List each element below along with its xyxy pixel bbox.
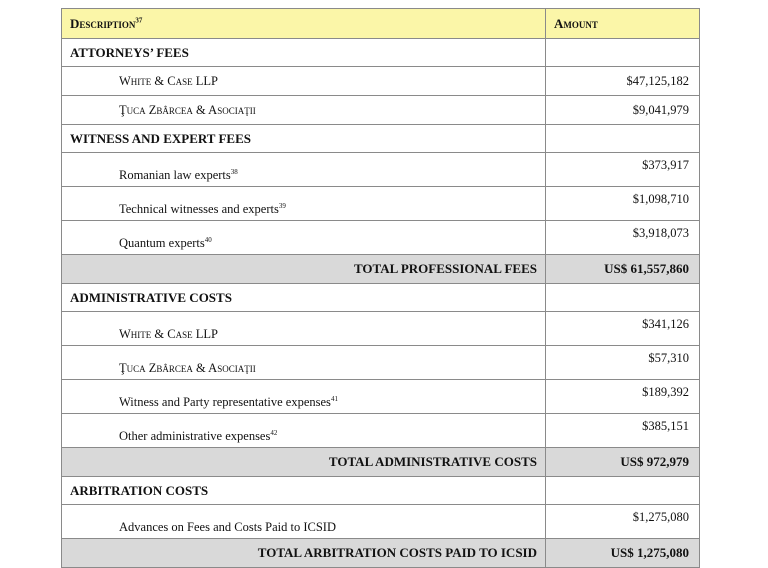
section-title: WITNESS AND EXPERT FEES <box>62 125 546 153</box>
row-amount: $373,917 <box>546 153 700 187</box>
table-header-row <box>62 9 700 39</box>
table-row <box>62 221 700 255</box>
footnote-ref: 38 <box>230 167 238 176</box>
table-row <box>62 505 700 539</box>
total-amount: US$ 1,275,080 <box>546 539 700 568</box>
row-amount: $1,098,710 <box>546 187 700 221</box>
footnote-ref: 42 <box>270 428 278 437</box>
total-label: TOTAL ADMINISTRATIVE COSTS <box>62 448 546 477</box>
row-label: Witness and Party representative expenses$^{41}$ <box>62 380 546 414</box>
total-amount: US$ 61,557,860 <box>546 255 700 284</box>
total-row-professional-fees <box>62 255 700 284</box>
row-label: Ţuca Zbârcea & Asociaţii <box>62 346 546 380</box>
row-label: Other administrative expenses$^{42}$ <box>62 414 546 448</box>
total-row-administrative-costs <box>62 448 700 477</box>
table-row <box>62 96 700 125</box>
row-label: White & Case LLP <box>62 312 546 346</box>
row-amount: $1,275,080 <box>546 505 700 539</box>
footnote-ref: 39 <box>278 201 286 210</box>
table-row <box>62 346 700 380</box>
total-label: TOTAL ARBITRATION COSTS PAID TO ICSID <box>62 539 546 568</box>
row-amount: $341,126 <box>546 312 700 346</box>
row-amount: $47,125,182 <box>546 67 700 96</box>
row-label: Technical witnesses and experts$^{39}$ <box>62 187 546 221</box>
row-amount: $3,918,073 <box>546 221 700 255</box>
table-row <box>62 380 700 414</box>
table-row <box>62 153 700 187</box>
row-label: Advances on Fees and Costs Paid to ICSID <box>62 505 546 539</box>
table-row <box>62 312 700 346</box>
row-amount: $57,310 <box>546 346 700 380</box>
table-row <box>62 414 700 448</box>
footnote-ref: 40 <box>204 235 212 244</box>
description-header: Description$^{37}$ <box>62 9 546 39</box>
section-row-administrative-costs <box>62 284 700 312</box>
footnote-ref: 37 <box>135 16 143 25</box>
row-amount: $9,041,979 <box>546 96 700 125</box>
table-row <box>62 67 700 96</box>
row-label: White & Case LLP <box>62 67 546 96</box>
total-amount: US$ 972,979 <box>546 448 700 477</box>
section-row-attorneys-fees <box>62 39 700 67</box>
section-row-arbitration-costs <box>62 477 700 505</box>
footnote-ref: 41 <box>330 394 338 403</box>
section-title: ARBITRATION COSTS <box>62 477 546 505</box>
costs-table <box>61 8 700 568</box>
section-title: ATTORNEYS’ FEES <box>62 39 546 67</box>
row-label: Romanian law experts$^{38}$ <box>62 153 546 187</box>
row-label: Quantum experts$^{40}$ <box>62 221 546 255</box>
section-row-witness-expert-fees <box>62 125 700 153</box>
table-row <box>62 187 700 221</box>
amount-header: Amount <box>546 9 700 39</box>
section-title: ADMINISTRATIVE COSTS <box>62 284 546 312</box>
row-label: Ţuca Zbârcea & Asociaţii <box>62 96 546 125</box>
row-amount: $189,392 <box>546 380 700 414</box>
row-amount: $385,151 <box>546 414 700 448</box>
total-row-arbitration-costs <box>62 539 700 568</box>
total-label: TOTAL PROFESSIONAL FEES <box>62 255 546 284</box>
